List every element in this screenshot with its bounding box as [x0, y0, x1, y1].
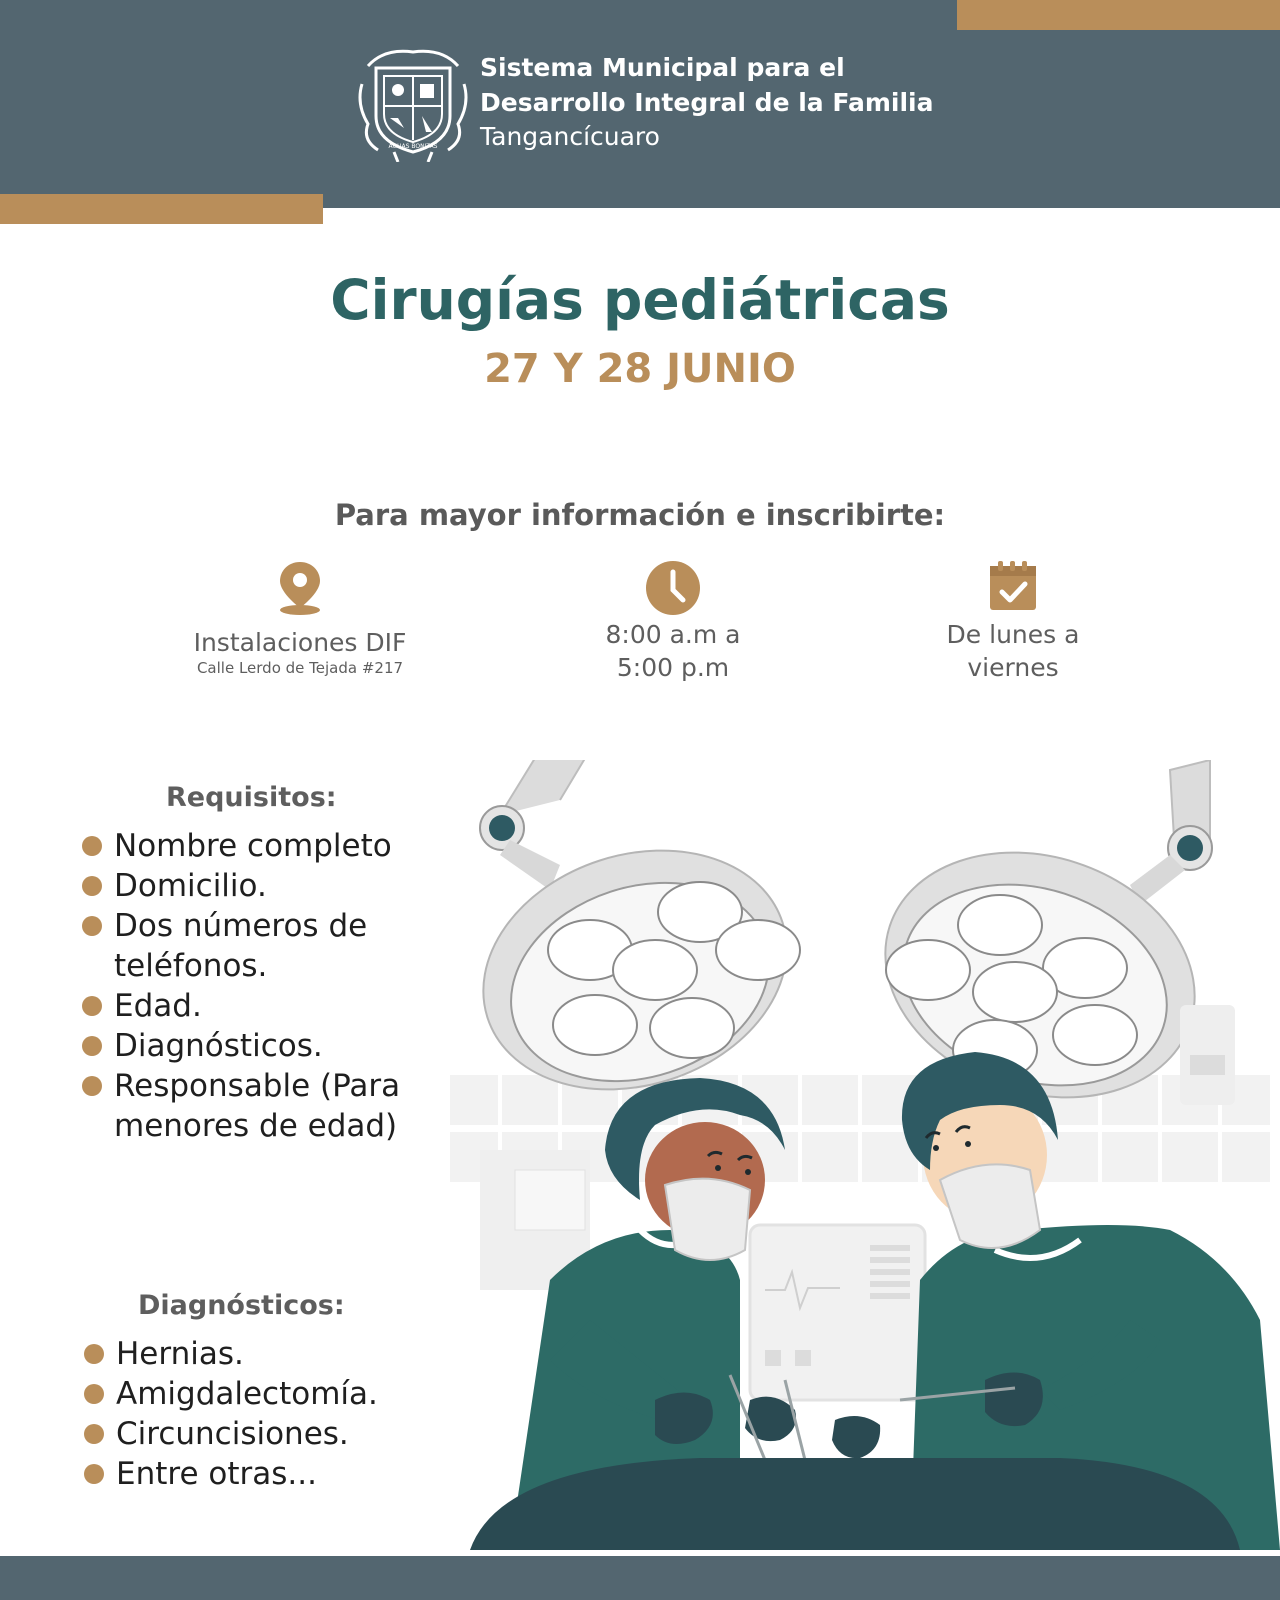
hours-line1: 8:00 a.m a [605, 620, 741, 649]
hours-line2: 5:00 p.m [616, 653, 730, 682]
list-item: Nombre completo [82, 826, 432, 866]
accent-bar-top [957, 0, 1280, 30]
days-line2: viernes [967, 653, 1059, 682]
calendar-check-icon [988, 560, 1038, 612]
organization-name-line1: Sistema Municipal para el [480, 53, 845, 82]
info-days [873, 560, 1153, 684]
list-item: Dos números de teléfonos. [82, 906, 432, 986]
info-location [160, 560, 440, 677]
municipal-crest-logo [354, 44, 472, 162]
location-pin-icon [276, 560, 324, 616]
organization-name-line2: Desarrollo Integral de la Familia [480, 88, 934, 117]
info-hours [533, 560, 813, 684]
organization-city: Tangancícuaro [480, 122, 660, 151]
diagnoses-heading: Diagnósticos: [138, 1290, 345, 1321]
location-name: Instalaciones DIF [193, 628, 407, 657]
info-heading: Para mayor información e inscribirte: [334, 498, 946, 532]
list-item: Entre otras... [84, 1454, 434, 1494]
svg-text:AGUAS BONITAS: AGUAS BONITAS [388, 143, 438, 150]
page-title: Cirugías pediátricas [330, 268, 950, 332]
event-date: 27 Y 28 JUNIO [484, 346, 796, 392]
list-item: Edad. [82, 986, 432, 1026]
list-item: Diagnósticos. [82, 1026, 432, 1066]
list-item: Responsable (Para menores de edad) [82, 1066, 432, 1146]
requirements-list [82, 826, 432, 1146]
surgeons-illustration [440, 760, 1280, 1550]
list-item: Amigdalectomía. [84, 1374, 434, 1414]
organization-name [480, 50, 934, 120]
accent-bar-bottom [0, 194, 323, 224]
list-item: Domicilio. [82, 866, 432, 906]
days-line1: De lunes a [946, 620, 1080, 649]
requirements-heading: Requisitos: [166, 782, 337, 813]
list-item: Hernias. [84, 1334, 434, 1374]
list-item: Circuncisiones. [84, 1414, 434, 1454]
location-address: Calle Lerdo de Tejada #217 [196, 659, 404, 677]
clock-icon [645, 560, 701, 616]
diagnoses-list [84, 1334, 434, 1494]
footer-bar [0, 1556, 1280, 1600]
